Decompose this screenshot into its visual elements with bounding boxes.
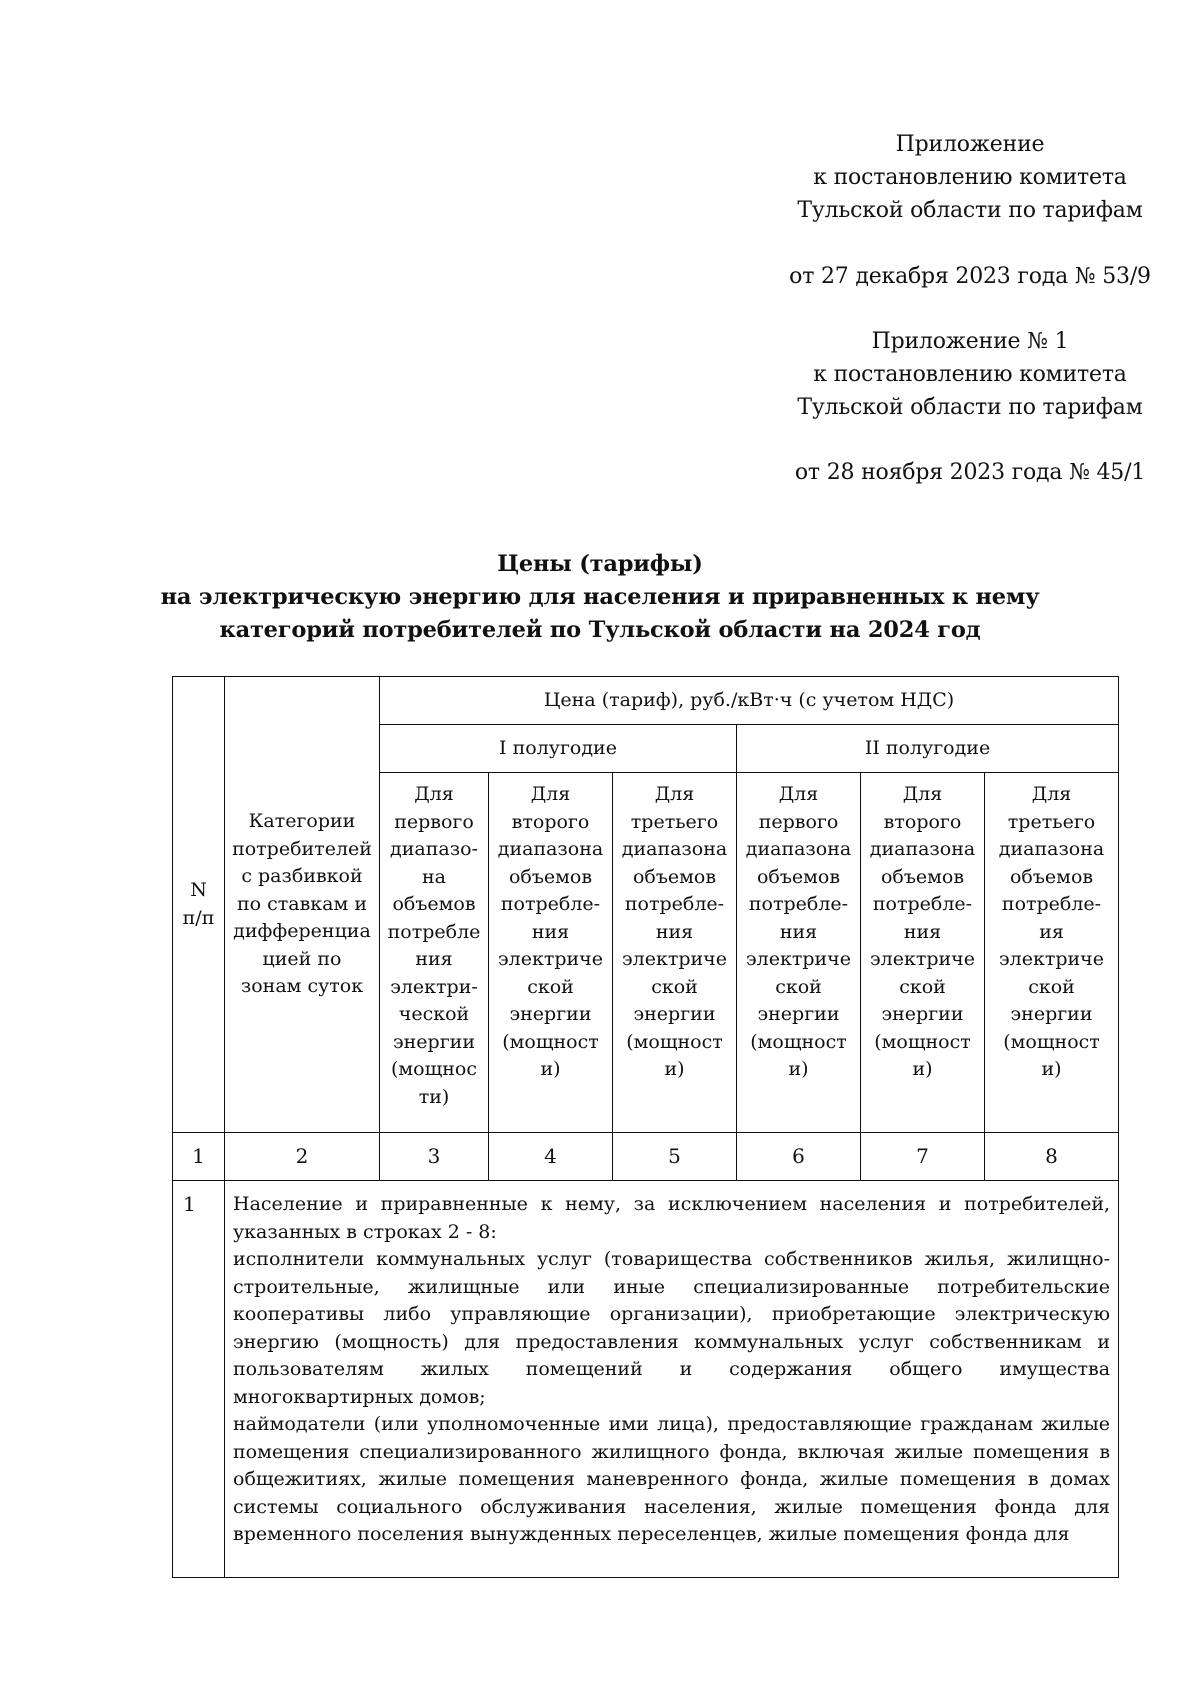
approval-line: Приложение	[895, 132, 1045, 157]
title-line: на электрическую энергию для населения и приравненных к нему	[160, 584, 1040, 610]
header-half-year-1: I полугодие	[380, 725, 737, 773]
header-range-3-h1: Для третьего диапазона объемов потребле- ния электриче ской энергии (мощност и)	[613, 773, 737, 1133]
table-row	[173, 1181, 1119, 1578]
approval-line: Тульской области по тарифам	[797, 395, 1143, 420]
row-paragraph: исполнители коммунальных услуг (товарищества собственников жилья, жилищно-строительные, жилищные или иные специализированные потребительские кооперативы либо управляющие организации), приобретающие электрическую энергию (мощность) для предоставления коммунальных услуг собственникам и пользователям жилых помещений и содержания общего имущества многоквартирных домов;	[233, 1248, 1111, 1408]
approval-block-original	[700, 325, 1200, 424]
approval-line: Приложение № 1	[871, 329, 1069, 354]
approval-line: к постановлению комитета	[813, 165, 1127, 190]
header-range-2-h2: Для второго диапазона объемов потребле- ния электриче ской энергии (мощност и)	[861, 773, 985, 1133]
approval-line: Тульской области по тарифам	[797, 198, 1143, 223]
approval-date: от 28 ноября 2023 года № 45/1	[794, 460, 1146, 485]
row-category-text	[225, 1181, 1119, 1578]
document-title	[150, 548, 1050, 647]
header-range-2-h1: Для второго диапазона объемов потребле- ния электриче ской энергии (мощност и)	[489, 773, 613, 1133]
approval-block-current	[700, 128, 1200, 227]
header-range-1-h1: Для первого диапазо- на объемов потребле ния электри- ческой энергии (мощнос ти)	[380, 773, 489, 1133]
header-n-pp: N п/п	[173, 677, 225, 1133]
header-range-3-h2: Для третьего диапазона объемов потребле- ия электриче ской энергии (мощност и)	[985, 773, 1119, 1133]
approval-date: от 27 декабря 2023 года № 53/9	[789, 264, 1151, 289]
column-numbers-row	[173, 1133, 1119, 1181]
column-number: 6	[737, 1133, 861, 1181]
row-paragraph: наймодатели (или уполномоченные ими лица), предоставляющие гражданам жилые помещения специализированного жилищного фонда, включая жилые помещения в общежитиях, жилые помещения маневренного фонда, жилые помещения в домах системы социального обслуживания населения, жилые помещения фонда для временного поселения вынужденных переселенцев, жилые помещения фонда для	[233, 1413, 1111, 1545]
header-price-group: Цена (тариф), руб./кВт·ч (с учетом НДС)	[380, 677, 1119, 725]
column-number: 5	[613, 1133, 737, 1181]
column-number: 2	[225, 1133, 380, 1181]
approval-date-original	[700, 456, 1200, 489]
row-number: 1	[173, 1181, 225, 1578]
column-number: 1	[173, 1133, 225, 1181]
approval-line: к постановлению комитета	[813, 362, 1127, 387]
approval-date-current	[700, 260, 1200, 293]
tariff-table	[172, 676, 1119, 1578]
column-number: 8	[985, 1133, 1119, 1181]
table-header-row	[173, 677, 1119, 725]
column-number: 7	[861, 1133, 985, 1181]
title-line: категорий потребителей по Тульской области на 2024 год	[219, 617, 981, 643]
header-categories: Категории потребителей с разбивкой по ставкам и дифференциа цией по зонам суток	[225, 677, 380, 1133]
column-number: 3	[380, 1133, 489, 1181]
column-number: 4	[489, 1133, 613, 1181]
row-paragraph: Население и приравненные к нему, за исключением населения и потребителей, указанных в строках 2 - 8:	[233, 1193, 1111, 1243]
header-range-1-h2: Для первого диапазона объемов потребле- ния электриче ской энергии (мощност и)	[737, 773, 861, 1133]
title-line: Цены (тарифы)	[497, 551, 703, 577]
header-half-year-2: II полугодие	[737, 725, 1119, 773]
